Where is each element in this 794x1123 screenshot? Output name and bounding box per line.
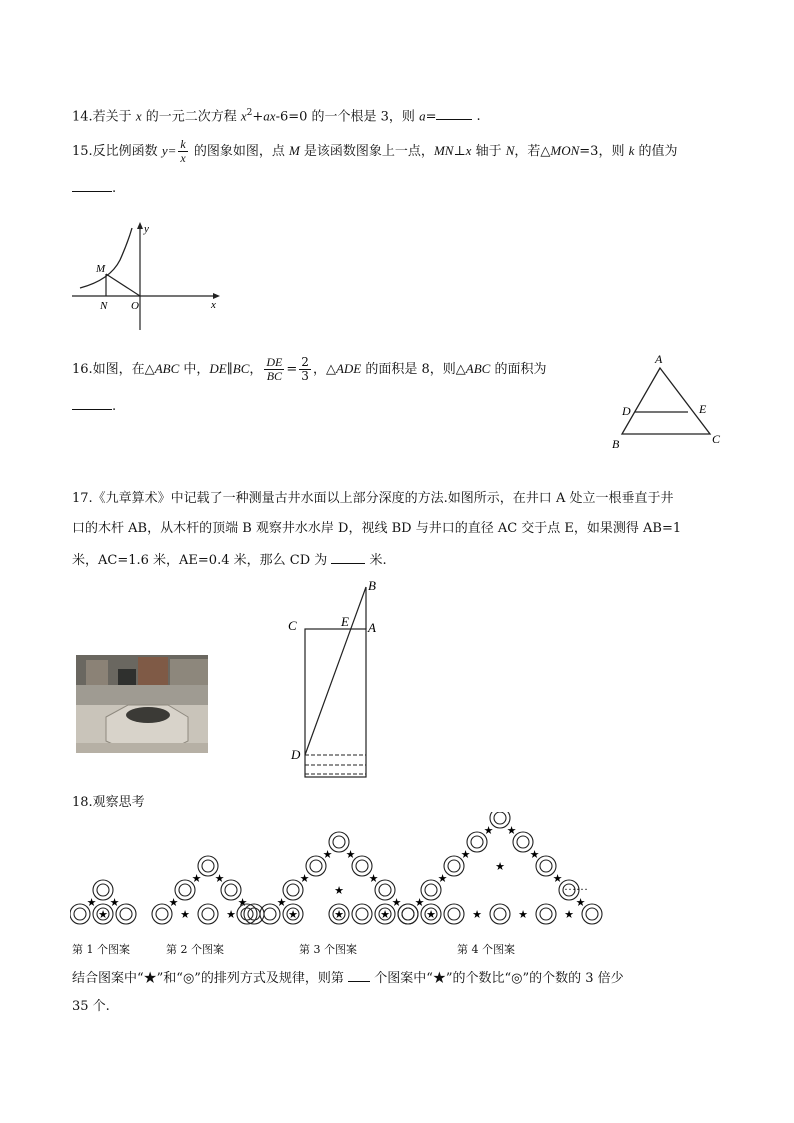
label-B: B	[612, 437, 620, 451]
answer-blank[interactable]	[72, 178, 112, 192]
star-icon: ★	[345, 849, 356, 861]
answer-blank[interactable]	[72, 396, 112, 410]
question-17-line-3: 米，AC=1.6 米，AE=0.4 米，那么 CD 为 米.	[72, 550, 387, 570]
question-18-line-2: 35 个.	[72, 999, 110, 1014]
label-N: N	[100, 300, 108, 312]
double-circle-icon	[536, 904, 556, 924]
ellipsis: ……	[564, 879, 588, 893]
star-icon: ★	[334, 885, 344, 897]
star-icon: ★	[414, 897, 425, 909]
star-icon: ★	[564, 909, 574, 921]
triangle-diagram	[604, 350, 730, 454]
star-icon: ★	[276, 897, 287, 909]
star-icon: ★	[109, 897, 120, 909]
star-icon: ★	[460, 849, 471, 861]
star-icon: ★	[299, 873, 310, 885]
label-E: E	[341, 614, 349, 629]
star-icon: ★	[483, 825, 494, 837]
question-18-title: 18.观察思考	[72, 795, 145, 810]
label-x: x	[211, 299, 216, 311]
star-icon: ★	[391, 897, 402, 909]
answer-line-16: .	[72, 396, 116, 416]
double-circle-icon	[444, 904, 464, 924]
star-icon: ★	[86, 897, 97, 909]
star-icon: ★	[191, 873, 202, 885]
well-photo	[76, 655, 208, 753]
question-17-line-1: 17.《九章算术》中记载了一种测量古井水面以上部分深度的方法.如图所示，在井口 A 处立一根垂直于井	[72, 491, 674, 506]
star-icon: ★	[368, 873, 379, 885]
star-icon: ★	[575, 897, 586, 909]
label-D: D	[291, 747, 301, 762]
fraction-k-over-x: $\frac{k}{x}$	[180, 137, 186, 165]
inverse-function-graph	[70, 220, 230, 335]
star-icon: ★	[552, 873, 563, 885]
star-icon: ★	[226, 909, 236, 921]
y-axis-arrow-icon	[137, 222, 143, 229]
star-icon: ★	[495, 861, 505, 873]
label-D: D	[622, 404, 631, 418]
star-icon: ★	[437, 873, 448, 885]
star-icon: ★	[518, 909, 528, 921]
label-A: A	[655, 352, 663, 366]
star-icon: ★	[380, 909, 390, 921]
star-icon: ★	[98, 909, 108, 921]
star-icon: ★	[529, 849, 540, 861]
star-icon: ★	[237, 897, 248, 909]
segment-MO	[106, 274, 140, 296]
label-M: M	[96, 263, 106, 275]
question-14: 14.若关于 x 的一元二次方程 $x^2+ax-6=0$ 的一个根是 3，则 a= .	[72, 108, 481, 125]
label-A: A	[368, 620, 376, 635]
question-15: 15.反比例函数 y= $\frac{k}{x}$ 的图象如图，点 M 是该函数图象上一点，MN⊥x 轴于 N，若△MON=3，则 k 的值为	[72, 137, 678, 165]
label-y: y	[144, 223, 149, 235]
star-icon: ★	[322, 849, 333, 861]
caption-pattern-2: 第 2 个图案	[166, 943, 224, 956]
label-C: C	[712, 432, 721, 446]
answer-blank[interactable]	[436, 106, 472, 120]
fraction-2-over-3: $\frac{2}{3}$	[301, 355, 309, 383]
star-icon: ★	[180, 909, 190, 921]
answer-blank[interactable]	[348, 968, 370, 982]
sight-line-BD	[305, 587, 366, 755]
star-icon: ★	[426, 909, 436, 921]
star-icon: ★	[168, 897, 179, 909]
label-O: O	[131, 300, 139, 312]
question-18-text: 结合图案中“★”和“◎”的排列方式及规律，则第 个图案中“★”的个数比“◎”的个数的 3 倍少	[72, 968, 624, 988]
double-circle-icon	[352, 904, 372, 924]
well-diagram	[284, 578, 384, 780]
double-circle-icon	[198, 904, 218, 924]
pattern-figures	[70, 812, 610, 930]
fraction-DE-over-BC: $\frac{DE}{BC}$	[266, 355, 283, 383]
question-17-line-2: 口的木杆 AB，从木杆的顶端 B 观察井水水岸 D，视线 BD 与井口的直径 AC 交于点 E，如果测得 AB=1	[72, 521, 682, 536]
label-E: E	[699, 402, 707, 416]
double-circle-icon	[490, 904, 510, 924]
question-16: 16.如图，在△ABC 中，DE∥BC， $\frac{DE}{BC}$ = $\frac{2}{3}$ ，△ADE 的面积是 8，则△ABC 的面积为	[72, 355, 547, 383]
star-icon: ★	[334, 909, 344, 921]
caption-pattern-1: 第 1 个图案	[72, 943, 130, 956]
answer-blank[interactable]	[331, 550, 365, 564]
label-B: B	[368, 578, 376, 593]
caption-pattern-3: 第 3 个图案	[299, 943, 357, 956]
triangle-ABC	[622, 368, 710, 434]
star-icon: ★	[506, 825, 517, 837]
answer-line-15: .	[72, 178, 116, 198]
star-icon: ★	[472, 909, 482, 921]
caption-pattern-4: 第 4 个图案	[457, 943, 515, 956]
star-icon: ★	[288, 909, 298, 921]
star-icon: ★	[214, 873, 225, 885]
label-C: C	[288, 618, 297, 633]
